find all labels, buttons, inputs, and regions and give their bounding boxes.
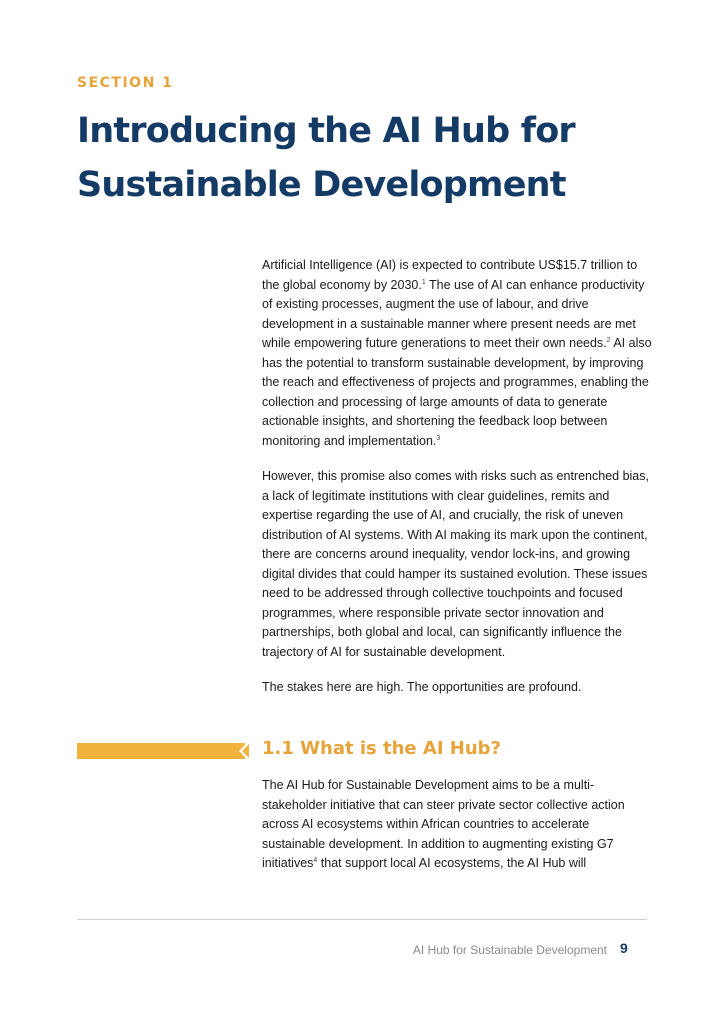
hub-body (262, 776, 652, 874)
intro-body (262, 256, 652, 714)
page-title (77, 104, 677, 212)
subheading: 1.1 What is the AI Hub? (262, 738, 501, 759)
footnote-ref-3: 3 (436, 434, 441, 442)
paragraph-2: However, this promise also comes with risks such as entrenched bias, a lack of legitimate institutions with clear guidelines, remits and expertise regarding the use of AI, and crucially, the risk of uneven distribution of AI systems. With AI making its mark upon the continent, there are concerns around inequality, vendor lock-ins, and growing digital divides that could hamper its sustained evolution. These issues need to be addressed through collective touchpoints and focused programmes, where responsible private sector innovation and partnerships, both global and local, can significantly influence the trajectory of AI for sustainable development. (262, 469, 649, 659)
paragraph-1-text-a: Artificial Intelligence (AI) is expected to contribute US$15.7 trillion to the global economy by 2030. (262, 258, 638, 292)
page-number: 9 (620, 940, 628, 956)
footnote-ref-2: 2 (606, 336, 611, 344)
footnote-ref-4: 4 (313, 856, 318, 864)
section-label: SECTION 1 (77, 75, 174, 91)
paragraph-4-text-b: that support local AI ecosystems, the AI Hub will (317, 856, 587, 870)
paragraph-1-text-b: The use of AI can enhance productivity of existing processes, augment the use of labour, and drive development in a sustainable manner where present needs are met while empowering future generations to meet their own needs. (262, 277, 645, 350)
paragraph-4 (262, 776, 652, 874)
subheading-accent-bar (77, 743, 245, 759)
footer-publication-title: AI Hub for Sustainable Development (412, 943, 607, 957)
paragraph-3: The stakes here are high. The opportunities are profound. (262, 680, 582, 694)
bar-arrow-icon (239, 743, 249, 759)
footnote-ref-1: 1 (421, 278, 426, 286)
title-line-1: Introducing the AI Hub for (77, 111, 575, 151)
paragraph-4-text-a: The AI Hub for Sustainable Development aims to be a multi-stakeholder initiative that can steer private sector collective action across AI ecosystems within African countries to accelerate sustainable development. In addition to augmenting existing G7 initiatives (262, 778, 625, 870)
title-line-2: Sustainable Development (77, 165, 566, 205)
paragraph-1 (262, 256, 652, 451)
footer-divider (77, 919, 647, 920)
paragraph-1-text-c: AI also has the potential to transform sustainable development, by improving the reach and effectiveness of projects and programmes, enabling the collection and processing of large amounts of data to generate actionable insights, and shortening the feedback loop between monitoring and implementation. (262, 336, 652, 448)
